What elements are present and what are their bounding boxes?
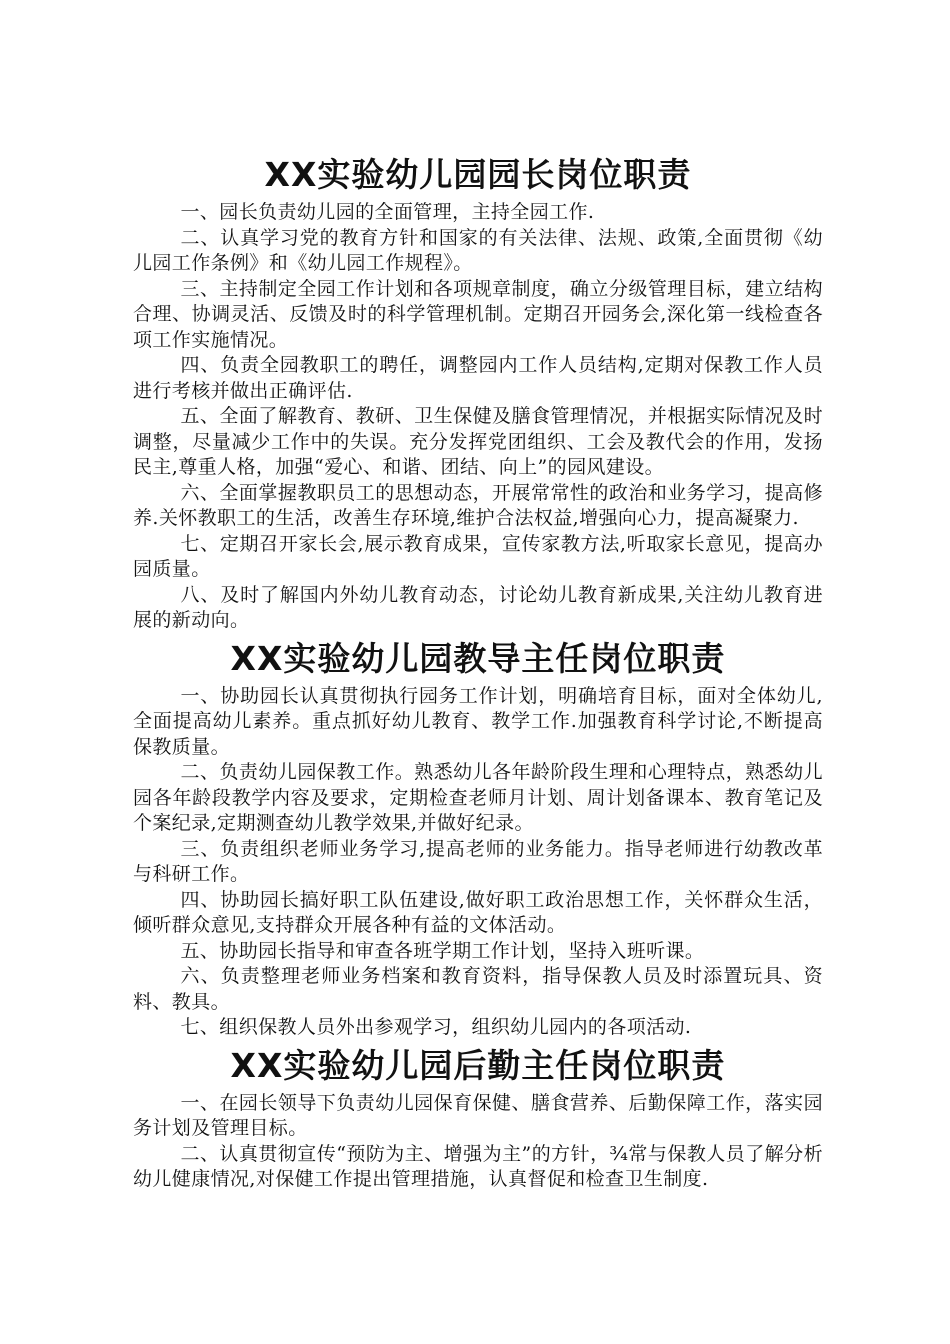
document-body <box>133 150 823 1193</box>
paragraph: 一、在园长领导下负责幼儿园保育保健、膳食营养、后勤保障工作，落实园务计划及管理目标。 <box>133 1091 823 1139</box>
paragraph: 七、组织保教人员外出参观学习，组织幼儿园内的各项活动. <box>180 1016 692 1038</box>
paragraph: 七、定期召开家长会,展示教育成果，宣传家教方法,听取家长意见，提高办园质量。 <box>133 532 823 580</box>
paragraph: 四、负责全园教职工的聘任，调整园内工作人员结构,定期对保教工作人员进行考核并做出正确评估. <box>133 354 823 402</box>
paragraph: 八、及时了解国内外幼儿教育动态，讨论幼儿教育新成果,关注幼儿教育进展的新动向。 <box>133 583 823 631</box>
paragraph: 五、协助园长指导和审查各班学期工作计划，坚持入班听课。 <box>180 939 705 962</box>
section-title: XX实验幼儿园教导主任岗位职责 <box>230 638 726 678</box>
section-logistics-director-duties <box>133 1041 823 1193</box>
paragraph: 三、主持制定全园工作计划和各项规章制度，确立分级管理目标，建立结构合理、协调灵活、反馈及时的科学管理机制。定期召开园务会,深化第一线检查各项工作实施情况。 <box>133 277 823 351</box>
paragraph: 二、认真学习党的教育方针和国家的有关法律、法规、政策,全面贯彻《幼儿园工作条例》和《幼儿园工作规程》。 <box>133 226 823 274</box>
paragraph: 六、全面掌握教职员工的思想动态，开展常常性的政治和业务学习，提高修养.关怀教职工的生活，改善生存环境,维护合法权益,增强向心力，提高凝聚力. <box>133 481 823 529</box>
paragraph: 二、负责幼儿园保教工作。熟悉幼儿各年龄阶段生理和心理特点，熟悉幼儿园各年龄段教学内容及要求，定期检查老师月计划、周计划备课本、教育笔记及个案纪录,定期测查幼儿教学效果,并做好纪录。 <box>133 761 823 834</box>
paragraph: 三、负责组织老师业务学习,提高老师的业务能力。指导老师进行幼教改革与科研工作。 <box>133 837 823 885</box>
paragraph: 一、协助园长认真贯彻执行园务工作计划，明确培育目标，面对全体幼儿,全面提高幼儿素养。重点抓好幼儿教育、教学工作.加强教育科学讨论,不断提高保教质量。 <box>133 684 823 758</box>
section-title: XX实验幼儿园园长岗位职责 <box>264 155 692 194</box>
paragraph: 四、协助园长搞好职工队伍建设,做好职工政治思想工作，关怀群众生活，倾听群众意见,支持群众开展各种有益的文体活动。 <box>133 888 823 936</box>
paragraph: 二、认真贯彻宣传“预防为主、增强为主”的方针，¾常与保教人员了解分析幼儿健康情况,对保健工作提出管理措施，认真督促和检查卫生制度. <box>133 1142 823 1190</box>
section-teaching-director-duties <box>133 634 823 1041</box>
section-title: XX实验幼儿园后勤主任岗位职责 <box>230 1045 726 1085</box>
paragraph: 六、负责整理老师业务档案和教育资料，指导保教人员及时添置玩具、资料、教具。 <box>133 965 823 1013</box>
paragraph: 五、全面了解教育、教研、卫生保健及膳食管理情况，并根据实际情况及时调整，尽量减少工作中的失误。充分发挥党团组织、工会及教代会的作用，发扬民主,尊重人格，加强“爱心、和谐、团结、向上”的园风建设。 <box>133 405 823 478</box>
paragraph: 一、园长负责幼儿园的全面管理，主持全园工作. <box>180 201 595 223</box>
section-principal-duties <box>133 150 823 634</box>
